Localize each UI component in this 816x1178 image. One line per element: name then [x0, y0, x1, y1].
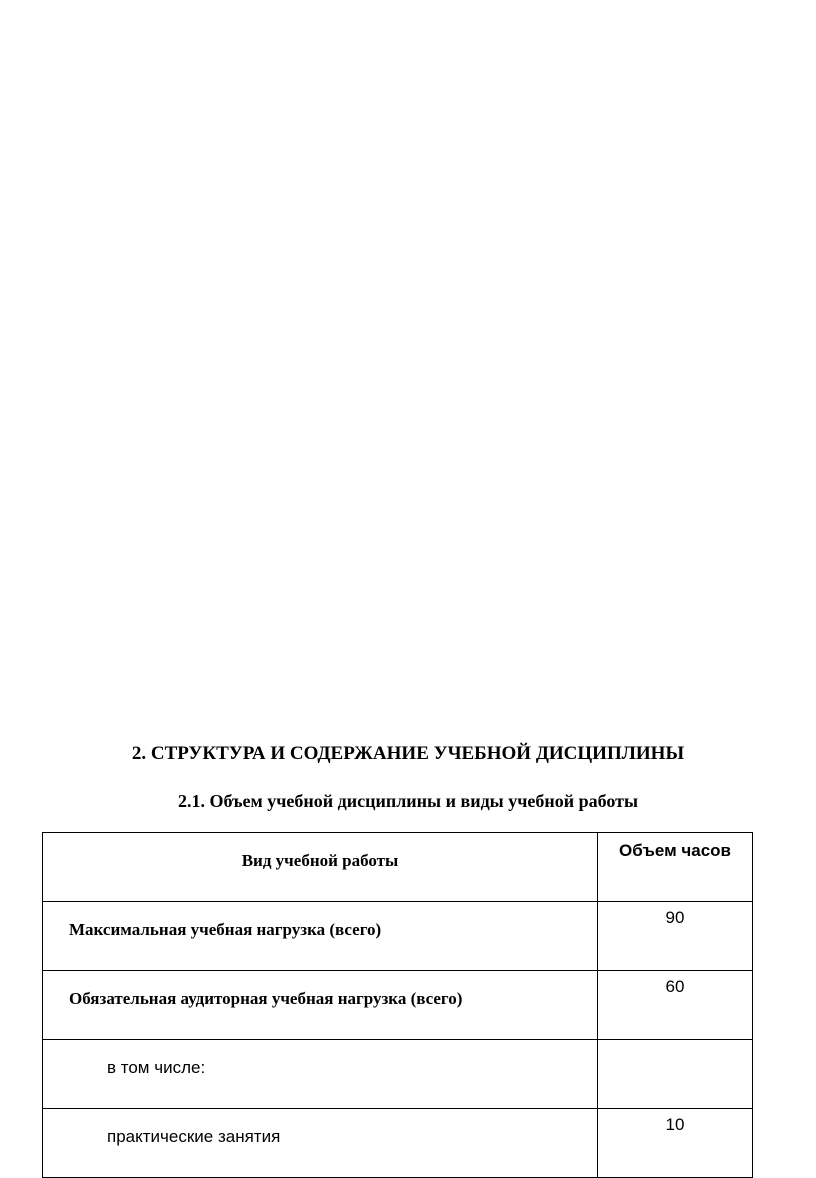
row-value-classroom-load: 60: [598, 971, 753, 1040]
row-label-max-load: Максимальная учебная нагрузка (всего): [43, 902, 598, 971]
work-volume-table: [42, 832, 753, 1178]
table-header-row: [43, 833, 753, 902]
section-title: 2. СТРУКТУРА И СОДЕРЖАНИЕ УЧЕБНОЙ ДИСЦИПЛИНЫ: [131, 743, 685, 764]
header-hours: Объем часов: [598, 833, 753, 902]
table-row: [43, 902, 753, 971]
row-value-practical: 10: [598, 1109, 753, 1178]
table-row: [43, 971, 753, 1040]
table-row: [43, 1109, 753, 1178]
row-value-max-load: 90: [598, 902, 753, 971]
table-row: [43, 1040, 753, 1109]
section-subtitle: 2.1. Объем учебной дисциплины и виды учебной работы: [177, 791, 639, 811]
header-work-type: Вид учебной работы: [43, 833, 598, 902]
row-value-including: [598, 1040, 753, 1109]
row-label-practical: практические занятия: [43, 1109, 598, 1178]
row-label-including: в том числе:: [43, 1040, 598, 1109]
row-label-classroom-load: Обязательная аудиторная учебная нагрузка (всего): [43, 971, 598, 1040]
